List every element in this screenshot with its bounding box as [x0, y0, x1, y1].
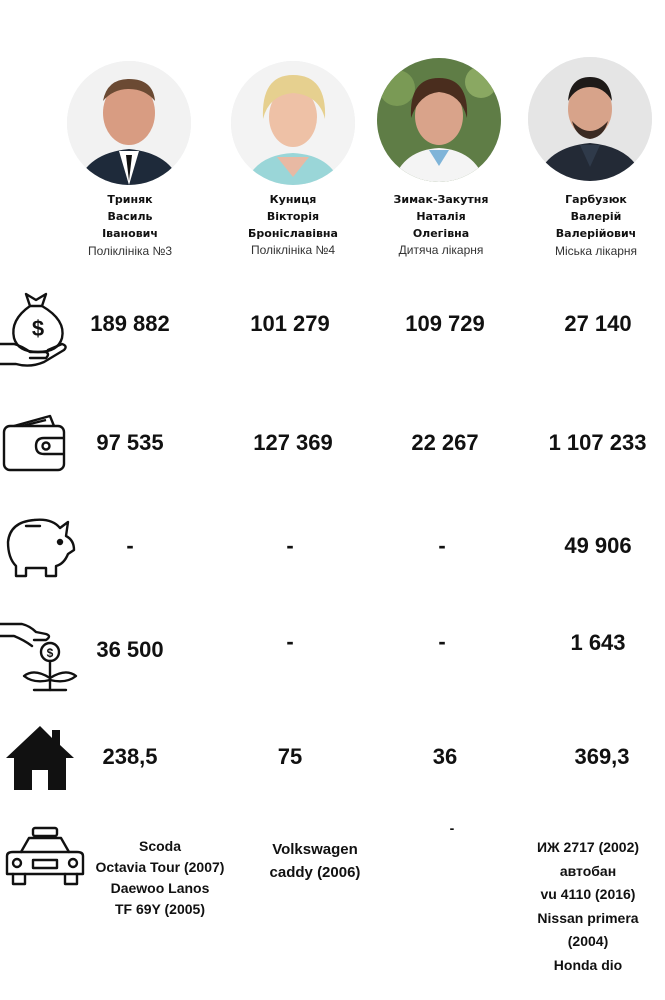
income-value-person-1: 189 882 — [90, 311, 170, 336]
car-value-person-1: Scoda Octavia Tour (2007) Daewoo Lanos TF 69Y (2005) — [95, 838, 225, 917]
income-value-person-4: 27 140 — [564, 311, 632, 336]
invest-value-person-1: 36 500 — [96, 637, 164, 662]
wallet-value-person-1: 97 535 — [96, 430, 164, 455]
car-value-person-4: ИЖ 2717 (2002) автобан vu 4110 (2016) Nissan primera (2004) Honda dio — [536, 839, 640, 973]
savings-value-person-3: - — [438, 533, 446, 558]
avatar-person-2 — [231, 61, 355, 185]
portrait-image — [231, 61, 355, 185]
invest-value-person-2: - — [286, 629, 294, 654]
avatar-person-4 — [528, 57, 652, 181]
svg-text:$: $ — [46, 646, 54, 660]
property-value-person-2: 75 — [277, 744, 303, 769]
property-value-person-1: 238,5 — [102, 744, 158, 769]
portrait-image — [528, 57, 652, 181]
income-value-person-3: 109 729 — [405, 311, 485, 336]
portrait-image — [377, 58, 501, 182]
person-2-org: Поліклініка №4 — [250, 243, 336, 257]
income-value-person-2: 101 279 — [250, 311, 330, 336]
property-value-person-3: 36 — [432, 744, 458, 769]
person-1-name: Триняк Василь Іванович — [102, 193, 158, 240]
svg-text:$: $ — [31, 316, 45, 341]
wallet-value-person-3: 22 267 — [411, 430, 479, 455]
property-value-person-4: 369,3 — [574, 744, 630, 769]
avatar-person-3 — [377, 58, 501, 182]
person-2-name: Куниця Вікторія Броніславівна — [248, 193, 338, 240]
person-3-org: Дитяча лікарня — [398, 243, 484, 257]
car-value-person-3: - — [449, 820, 455, 836]
invest-value-person-4: 1 643 — [570, 630, 626, 655]
savings-value-person-4: 49 906 — [564, 533, 632, 558]
savings-value-person-1: - — [126, 533, 134, 558]
invest-value-person-3: - — [438, 629, 446, 654]
portrait-image — [67, 61, 191, 185]
person-3-name: Зимак-Закутня Наталія Олегівна — [393, 193, 489, 240]
person-4-name: Гарбузюк Валерій Валерійович — [555, 193, 637, 240]
person-4-org: Міська лікарня — [554, 244, 638, 258]
wallet-value-person-4: 1 107 233 — [548, 430, 647, 455]
car-icon — [3, 826, 87, 892]
wallet-value-person-2: 127 369 — [253, 430, 333, 455]
car-value-person-2: Volkswagen caddy (2006) — [269, 841, 361, 881]
avatar-person-1 — [67, 61, 191, 185]
person-1-org: Поліклініка №3 — [87, 244, 173, 258]
savings-value-person-2: - — [286, 533, 294, 558]
